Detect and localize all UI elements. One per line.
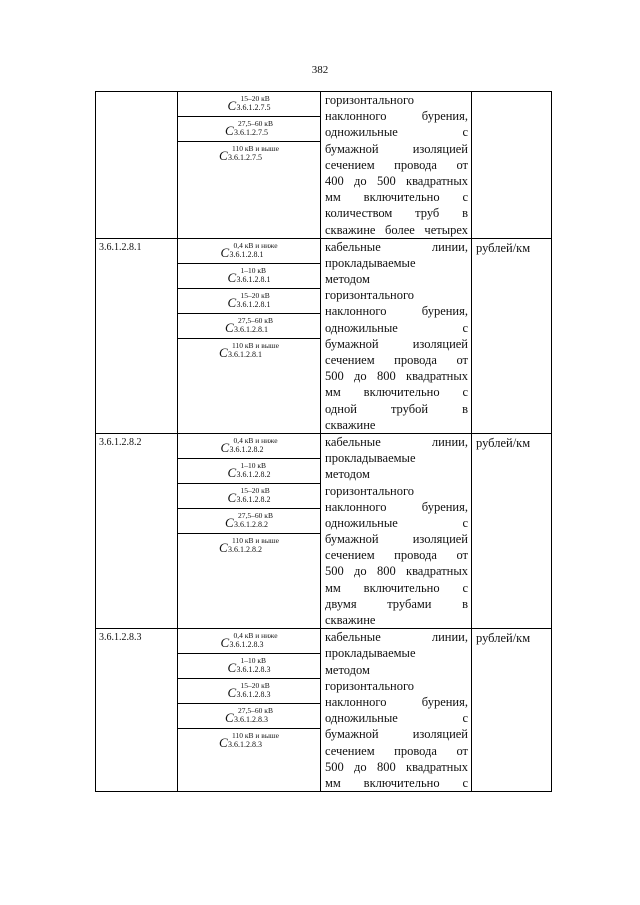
rate-formula bbox=[225, 316, 273, 334]
table-row bbox=[96, 92, 552, 239]
description-line: мм включительно с bbox=[325, 580, 468, 595]
rate-symbol bbox=[178, 704, 320, 729]
rate-index: 3.6.1.2.7.5 bbox=[228, 153, 263, 162]
description-line: методом bbox=[325, 662, 370, 677]
description-cell bbox=[321, 238, 472, 433]
description-line: горизонтального bbox=[325, 483, 415, 498]
description-line: одножильные с bbox=[325, 515, 468, 530]
description-text bbox=[321, 239, 471, 433]
rate-letter: C bbox=[219, 344, 228, 360]
description-line: мм включительно с bbox=[325, 190, 468, 205]
rate-letter: C bbox=[227, 685, 237, 701]
rate-letter: C bbox=[219, 735, 228, 751]
rate-symbol bbox=[178, 314, 320, 339]
description-line: наклонного бурения, bbox=[325, 694, 468, 709]
rate-letter: C bbox=[227, 464, 237, 480]
description-line: кабельные линии, bbox=[325, 630, 468, 645]
page-number: 382 bbox=[311, 64, 329, 76]
description-line: прокладываемые bbox=[325, 451, 416, 466]
rate-formula bbox=[228, 486, 271, 504]
item-code bbox=[96, 92, 178, 239]
rate-formula bbox=[219, 341, 279, 359]
description-line: кабельные линии, bbox=[325, 239, 468, 254]
description-line: горизонтального bbox=[325, 678, 415, 693]
description-line: сечением провода от bbox=[325, 353, 468, 367]
description-line: бумажной изоляцией bbox=[325, 336, 468, 351]
voltage-class: 1–10 кВ bbox=[240, 460, 267, 470]
voltage-class: 15–20 кВ bbox=[240, 94, 270, 103]
description-cell bbox=[321, 433, 472, 628]
voltage-class: 1–10 кВ bbox=[240, 656, 267, 666]
rate-symbol bbox=[178, 117, 320, 142]
rate-index: 3.6.1.2.8.1 bbox=[236, 274, 271, 284]
description-line: двумя трубами в bbox=[325, 596, 468, 611]
description-line: 400 до 500 квадратных bbox=[325, 173, 468, 188]
rate-symbols-cell bbox=[178, 433, 321, 628]
tariff-table bbox=[95, 91, 552, 792]
rate-letter: C bbox=[227, 269, 237, 285]
rate-index: 3.6.1.2.8.3 bbox=[236, 665, 271, 675]
rate-index: 3.6.1.2.8.2 bbox=[236, 494, 271, 504]
rate-formula bbox=[228, 461, 271, 479]
voltage-class: 0,4 кВ и ниже bbox=[233, 435, 278, 445]
item-code: 3.6.1.2.8.3 bbox=[96, 629, 178, 792]
description-line: 500 до 800 квадратных bbox=[325, 564, 468, 579]
voltage-class: 110 кВ и выше bbox=[232, 340, 279, 350]
rate-formula bbox=[228, 681, 271, 699]
description-line: одножильные с bbox=[325, 320, 468, 335]
rate-formula bbox=[228, 291, 271, 309]
rate-letter: C bbox=[220, 439, 230, 455]
rate-symbol bbox=[178, 509, 320, 534]
unit-cell bbox=[472, 92, 552, 239]
rate-symbol bbox=[178, 729, 320, 754]
rate-formula bbox=[219, 144, 279, 162]
rate-formula bbox=[219, 536, 279, 554]
item-code: 3.6.1.2.8.1 bbox=[96, 238, 178, 433]
rate-index: 3.6.1.2.8.1 bbox=[234, 324, 269, 334]
unit-cell: рублей/км bbox=[472, 433, 552, 628]
voltage-class: 1–10 кВ bbox=[240, 265, 267, 275]
description-line: мм включительно с bbox=[325, 775, 468, 790]
rate-symbol bbox=[178, 239, 320, 264]
rate-symbol bbox=[178, 339, 320, 364]
description-line: 500 до 800 квадратных bbox=[325, 369, 468, 384]
voltage-class: 27,5–60 кВ bbox=[238, 706, 273, 716]
description-line: бумажной изоляцией bbox=[325, 141, 468, 156]
rate-letter: C bbox=[227, 660, 237, 676]
description-line: скважине bbox=[325, 613, 376, 627]
rate-index: 3.6.1.2.8.3 bbox=[236, 690, 271, 700]
table-row bbox=[96, 433, 552, 628]
rate-letter: C bbox=[220, 244, 230, 260]
description-line: методом bbox=[325, 467, 370, 482]
description-cell bbox=[321, 629, 472, 792]
rate-index: 3.6.1.2.8.1 bbox=[236, 299, 271, 309]
rate-symbol bbox=[178, 434, 320, 459]
rate-symbol bbox=[178, 534, 320, 559]
rate-index: 3.6.1.2.7.5 bbox=[236, 103, 271, 112]
description-line: сечением провода от bbox=[325, 157, 468, 172]
description-line: прокладываемые bbox=[325, 255, 416, 270]
table-row bbox=[96, 238, 552, 433]
rate-index: 3.6.1.2.8.3 bbox=[229, 640, 264, 650]
description-line: прокладываемые bbox=[325, 646, 416, 661]
rate-index: 3.6.1.2.8.2 bbox=[234, 519, 269, 529]
description-line: кабельные линии, bbox=[325, 434, 468, 449]
voltage-class: 15–20 кВ bbox=[240, 681, 270, 691]
description-text bbox=[321, 434, 471, 628]
description-line: скважине более четырех bbox=[325, 222, 468, 237]
rate-symbols-cell bbox=[178, 92, 321, 239]
description-text bbox=[321, 92, 471, 238]
rate-symbol bbox=[178, 289, 320, 314]
description-line: наклонного бурения, bbox=[325, 499, 468, 514]
rate-letter: C bbox=[219, 148, 228, 163]
description-text bbox=[321, 629, 471, 791]
rate-index: 3.6.1.2.7.5 bbox=[234, 128, 269, 137]
description-cell bbox=[321, 92, 472, 239]
rate-formula bbox=[225, 706, 273, 724]
description-line: мм включительно с bbox=[325, 385, 468, 400]
rate-index: 3.6.1.2.8.3 bbox=[234, 715, 269, 725]
voltage-class: 0,4 кВ и ниже bbox=[233, 631, 278, 641]
rate-symbol bbox=[178, 142, 320, 167]
table-row bbox=[96, 629, 552, 792]
rate-formula bbox=[220, 631, 277, 649]
rate-index: 3.6.1.2.8.2 bbox=[236, 469, 271, 479]
rate-symbols-cell bbox=[178, 238, 321, 433]
description-line: 500 до 800 квадратных bbox=[325, 759, 468, 774]
voltage-class: 15–20 кВ bbox=[240, 290, 270, 300]
rate-letter: C bbox=[219, 539, 228, 555]
rate-symbol bbox=[178, 264, 320, 289]
rate-symbol bbox=[178, 654, 320, 679]
rate-letter: C bbox=[225, 710, 234, 726]
description-line: одной трубой в bbox=[325, 401, 468, 416]
rate-symbol bbox=[178, 484, 320, 509]
voltage-class: 110 кВ и выше bbox=[232, 535, 279, 545]
rate-formula bbox=[228, 94, 271, 112]
rate-formula bbox=[228, 656, 271, 674]
rate-letter: C bbox=[225, 514, 234, 530]
rate-formula bbox=[225, 119, 273, 137]
voltage-class: 27,5–60 кВ bbox=[238, 119, 273, 128]
description-line: скважине bbox=[325, 417, 376, 432]
voltage-class: 110 кВ и выше bbox=[232, 731, 279, 741]
description-line: бумажной изоляцией bbox=[325, 727, 468, 742]
rate-index: 3.6.1.2.8.3 bbox=[228, 740, 263, 750]
rate-symbols-cell bbox=[178, 629, 321, 792]
rate-formula bbox=[220, 436, 277, 454]
rate-symbol bbox=[178, 629, 320, 654]
description-line: горизонтального bbox=[325, 288, 415, 303]
description-line: одножильные с bbox=[325, 711, 468, 726]
voltage-class: 110 кВ и выше bbox=[232, 144, 279, 153]
unit-cell: рублей/км bbox=[472, 629, 552, 792]
rate-letter: C bbox=[225, 123, 234, 138]
voltage-class: 15–20 кВ bbox=[240, 485, 270, 495]
voltage-class: 27,5–60 кВ bbox=[238, 510, 273, 520]
rate-symbol bbox=[178, 679, 320, 704]
rate-letter: C bbox=[227, 489, 237, 505]
rate-index: 3.6.1.2.8.1 bbox=[229, 249, 264, 259]
rate-symbol bbox=[178, 92, 320, 117]
voltage-class: 27,5–60 кВ bbox=[238, 315, 273, 325]
description-line: наклонного бурения, bbox=[325, 109, 468, 124]
rate-formula bbox=[219, 731, 279, 749]
rate-formula bbox=[228, 266, 271, 284]
voltage-class: 0,4 кВ и ниже bbox=[233, 240, 278, 250]
rate-letter: C bbox=[227, 294, 237, 310]
rate-index: 3.6.1.2.8.2 bbox=[228, 544, 263, 554]
rate-index: 3.6.1.2.8.1 bbox=[228, 349, 263, 359]
description-line: методом bbox=[325, 272, 370, 287]
description-line: наклонного бурения, bbox=[325, 304, 468, 319]
description-line: горизонтального bbox=[325, 93, 415, 107]
unit-cell: рублей/км bbox=[472, 238, 552, 433]
rate-formula bbox=[225, 511, 273, 529]
rate-letter: C bbox=[225, 319, 234, 335]
item-code: 3.6.1.2.8.2 bbox=[96, 433, 178, 628]
rate-letter: C bbox=[220, 635, 230, 651]
rate-formula bbox=[220, 241, 277, 259]
rate-index: 3.6.1.2.8.2 bbox=[229, 444, 264, 454]
description-line: сечением провода от bbox=[325, 743, 468, 758]
rate-letter: C bbox=[227, 98, 237, 113]
description-line: количеством труб в bbox=[325, 206, 468, 221]
description-line: сечением провода от bbox=[325, 548, 468, 563]
rate-symbol bbox=[178, 459, 320, 484]
description-line: бумажной изоляцией bbox=[325, 532, 468, 547]
description-line: одножильные с bbox=[325, 125, 468, 140]
